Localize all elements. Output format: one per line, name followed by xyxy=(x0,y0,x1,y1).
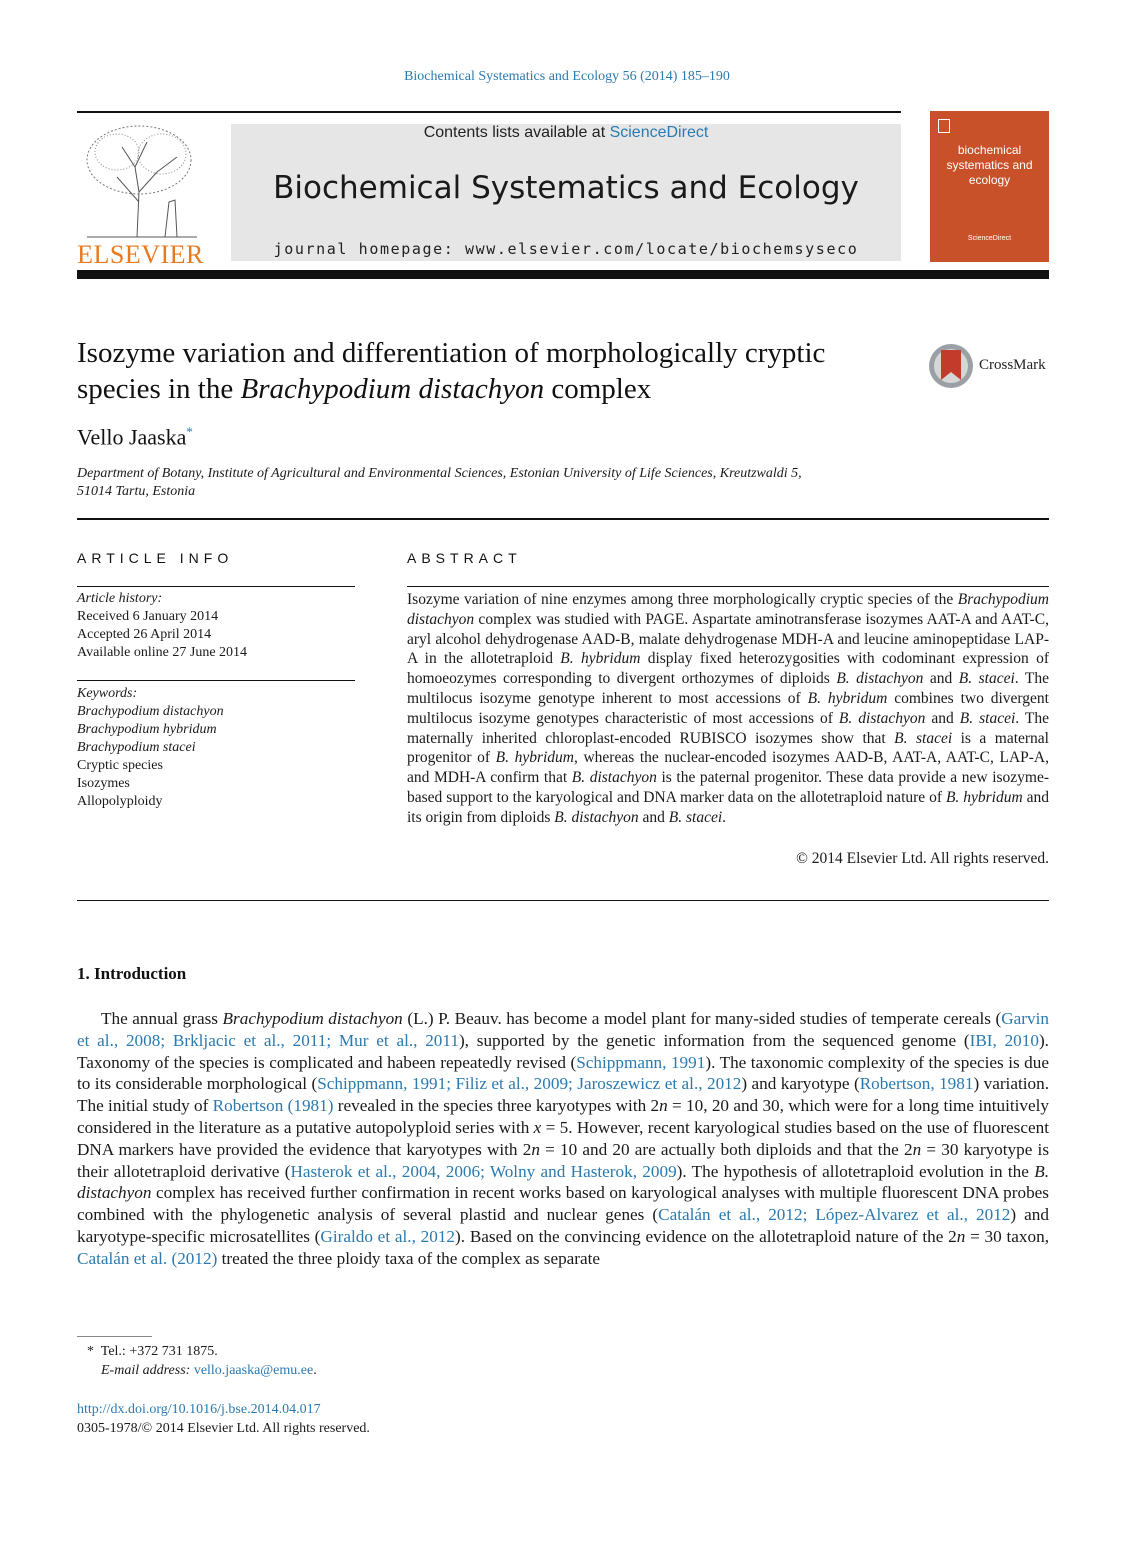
italic-text: n xyxy=(531,1139,540,1159)
reference-link[interactable]: Schippmann, 1991 xyxy=(576,1052,706,1072)
keyword: Cryptic species xyxy=(77,758,163,773)
text-run: and xyxy=(923,670,959,688)
crossmark-label: CrossMark xyxy=(979,357,1046,373)
introduction-heading: 1. Introduction xyxy=(77,964,187,983)
abstract-body xyxy=(407,590,1049,828)
abstract-rule xyxy=(407,586,1049,587)
keyword: Brachypodium distachyon xyxy=(77,704,224,719)
reference-link[interactable]: Schippmann, 1991; Filiz et al., 2009; Jaroszewicz et al., 2012 xyxy=(317,1074,742,1094)
article-history xyxy=(77,590,355,662)
crossmark-badge[interactable] xyxy=(927,342,1051,392)
journal-cover xyxy=(930,111,1049,262)
italic-text: B. distachyon xyxy=(77,1161,1049,1203)
italic-text: n xyxy=(956,1226,966,1246)
contents-line xyxy=(231,124,901,142)
paper-title xyxy=(77,335,897,407)
title-species: Brachypodium distachyon xyxy=(240,373,545,405)
text-run: and its origin from diploids xyxy=(407,788,1049,826)
footnote-rule xyxy=(77,1336,152,1337)
accepted-date: Accepted 26 April 2014 xyxy=(77,627,212,642)
italic-text: B. hybridum xyxy=(807,689,888,707)
italic-text: B. hybridum xyxy=(495,749,574,767)
author-footnote-mark[interactable]: * xyxy=(186,424,193,439)
keyword: Brachypodium hybridum xyxy=(77,722,217,737)
text-run: complex has received further confirmation in recent works based on karyological analyses with multiple fluorescent DNA probes combined with the phylogenetic analysis of several plastid and nuclear genes ( xyxy=(77,1183,1049,1225)
text-run: is a maternal progenitor of xyxy=(407,729,1049,767)
author-text: Vello Jaaska xyxy=(77,424,187,450)
italic-text: n xyxy=(659,1096,668,1116)
text-run: = 30 taxon, xyxy=(965,1226,1049,1246)
title-text-1: Isozyme variation and differentiation of morphologically cryptic species in the xyxy=(77,337,826,405)
online-date: Available online 27 June 2014 xyxy=(77,645,248,660)
cover-logo-icon xyxy=(938,119,950,133)
keyword: Isozymes xyxy=(77,776,130,791)
text-run: complex was studied with PAGE. Aspartate aminotransferase isozymes AAT-A and AAT-C, aryl alcohol dehydrogenase AAD-B, malate dehydrogenase MDH-A and leucine aminopeptidase LAP-A in the allotetraploid xyxy=(407,610,1049,668)
text-run: , whereas the nuclear-encoded isozymes AAD-B, AAT-A, AAT-C, LAP-A, and MDH-A confirm that xyxy=(407,749,1049,787)
contents-prefix: Contents lists available at xyxy=(423,124,610,141)
journal-title: Biochemical Systematics and Ecology xyxy=(273,170,859,206)
keyword: Allopolyploidy xyxy=(77,794,163,809)
keyword: Brachypodium stacei xyxy=(77,740,196,755)
text-run: ) variation. The initial study of xyxy=(77,1074,1049,1116)
text-run: = 10, 20 and 30, which were for a long time intuitively considered in the literature as a putative autopolyploid series with xyxy=(77,1096,1049,1137)
italic-text: B. distachyon xyxy=(836,670,924,688)
affiliation-line-1: Department of Botany, Institute of Agricultural and Environmental Sciences, Estonian University of Life Sciences, Kreutzwaldi 5, xyxy=(77,466,802,481)
footnote-tel: Tel.: +372 731 1875. xyxy=(100,1344,218,1359)
text-run: The annual grass xyxy=(101,1009,223,1028)
elsevier-wordmark: ELSEVIER xyxy=(77,240,204,269)
crossmark-icon xyxy=(927,342,977,392)
text-run: ). The hypothesis of allotetraploid evolution in the xyxy=(676,1161,1035,1181)
keywords-rule xyxy=(77,680,355,681)
affiliation xyxy=(77,465,897,501)
footnote xyxy=(77,1342,317,1380)
text-run: and xyxy=(925,709,960,727)
keywords-block xyxy=(77,685,355,811)
text-run: is the paternal progenitor. These data provide a new isozyme-based support to the karyological and DNA marker data on the allotetraploid nature of xyxy=(407,769,1050,806)
article-info-rule xyxy=(77,586,355,587)
reference-link[interactable]: IBI, 2010 xyxy=(969,1030,1039,1050)
journal-citation[interactable]: Biochemical Systematics and Ecology 56 (2014) 185–190 xyxy=(404,69,730,84)
text-run: . The multilocus isozyme genotype inherent to most accessions of xyxy=(407,670,1049,707)
sciencedirect-link[interactable]: ScienceDirect xyxy=(609,124,709,141)
text-run: ). The taxonomic complexity of the species is due to its considerable morphological ( xyxy=(77,1052,1049,1094)
italic-text: Brachypodium distachyon xyxy=(407,591,1049,628)
text-run: ). Based on the convincing evidence on the allotetraploid nature of the 2 xyxy=(455,1226,957,1246)
italic-text: B. stacei xyxy=(959,709,1016,727)
text-run: = 5. However, recent karyological studies based on the use of fluorescent DNA markers have provided the evidence that karyotypes with 2 xyxy=(77,1117,1049,1159)
text-run: = 30 karyotype is their allotetraploid derivative ( xyxy=(77,1139,1050,1181)
journal-homepage[interactable]: journal homepage: www.elsevier.com/locate/biochemsyseco xyxy=(273,240,859,258)
text-run: (L.) P. Beauv. has become a model plant for many-sided studies of temperate cereals ( xyxy=(402,1009,1002,1028)
text-run: ) and karyotype ( xyxy=(741,1074,860,1094)
author-name xyxy=(77,424,193,450)
italic-text: B. distachyon xyxy=(838,709,926,727)
italic-text: B. stacei xyxy=(894,729,953,747)
cover-footer: ScienceDirect xyxy=(967,235,1012,242)
header-thick-rule xyxy=(77,270,1049,279)
text-run: = 10 and 20 are actually both diploids and that the 2 xyxy=(539,1139,913,1159)
affiliation-line-2: 51014 Tartu, Estonia xyxy=(77,484,196,499)
doi-block xyxy=(77,1400,370,1438)
text-run: . xyxy=(722,808,727,826)
section-rule xyxy=(77,518,1049,520)
text-run: ), supported by the genetic information from the sequenced genome ( xyxy=(458,1030,970,1050)
text-run: combines two divergent multilocus isozyme genotypes characteristic of most accessions of xyxy=(407,689,1049,727)
reference-link[interactable]: Robertson, 1981 xyxy=(859,1074,974,1094)
received-date: Received 6 January 2014 xyxy=(77,609,219,624)
text-run: ). Taxonomy of the species is complicated and habeen repeatedly revised ( xyxy=(77,1030,1049,1072)
header-rule xyxy=(77,111,901,113)
italic-text: B. stacei xyxy=(958,670,1015,688)
abstract-copyright: © 2014 Elsevier Ltd. All rights reserved. xyxy=(796,850,1049,867)
title-text-2: complex xyxy=(544,373,652,405)
italic-text: B. hybridum xyxy=(560,650,641,668)
abstract-heading: ABSTRACT xyxy=(407,550,522,566)
text-run: ) and karyotype-specific microsatellites ( xyxy=(77,1205,1049,1246)
email-label: E-mail address: xyxy=(101,1363,194,1378)
email-link[interactable]: vello.jaaska@emu.ee xyxy=(193,1363,314,1378)
italic-text: B. distachyon xyxy=(554,808,639,826)
cover-title: biochemical systematics and ecology xyxy=(946,143,1033,187)
italic-text: n xyxy=(912,1139,922,1159)
italic-text: B. distachyon xyxy=(571,769,657,787)
italic-text: B. stacei xyxy=(668,808,723,826)
footnote-mark: * xyxy=(87,1344,94,1359)
email-end: . xyxy=(313,1363,317,1378)
reference-link[interactable]: Catalán et al., 2012; López-Alvarez et al., 2012 xyxy=(658,1205,1011,1225)
front-matter-end-rule xyxy=(77,900,1049,901)
italic-text: Brachypodium distachyon xyxy=(222,1009,403,1028)
reference-link[interactable]: Robertson (1981) xyxy=(212,1096,334,1116)
history-label: Article history: xyxy=(77,591,163,606)
text-run: display fixed heterozygosities with codominant expression of homoeozymes corresponding to divergent orthozymes of diploids xyxy=(407,650,1049,688)
text-run: and xyxy=(638,808,669,826)
text-run: revealed in the species three karyotypes with 2 xyxy=(333,1096,660,1116)
reference-link[interactable]: Hasterok et al., 2004, 2006; Wolny and Hasterok, 2009 xyxy=(290,1161,677,1181)
text-run: Isozyme variation of nine enzymes among three morphologically cryptic species of the xyxy=(407,591,958,608)
reference-link[interactable]: Catalán et al. (2012) xyxy=(77,1248,218,1268)
text-run: treated the three ploidy taxa of the complex as separate xyxy=(217,1248,601,1268)
text-run: . The maternally inherited chloroplast-encoded RUBISCO isozymes show that xyxy=(407,709,1049,747)
italic-text: B. hybridum xyxy=(945,788,1023,806)
keywords-label: Keywords: xyxy=(77,686,138,701)
reference-link[interactable]: Giraldo et al., 2012 xyxy=(320,1226,456,1246)
article-info-heading: ARTICLE INFO xyxy=(77,550,234,566)
doi-link[interactable]: http://dx.doi.org/10.1016/j.bse.2014.04.017 xyxy=(77,1402,321,1417)
reference-link[interactable]: Garvin et al., 2008; Brkljacic et al., 2011; Mur et al., 2011 xyxy=(77,1009,1049,1050)
issn-line: 0305-1978/© 2014 Elsevier Ltd. All rights reserved. xyxy=(77,1421,370,1436)
italic-text: x xyxy=(533,1117,542,1137)
introduction-body xyxy=(77,1008,1049,1270)
